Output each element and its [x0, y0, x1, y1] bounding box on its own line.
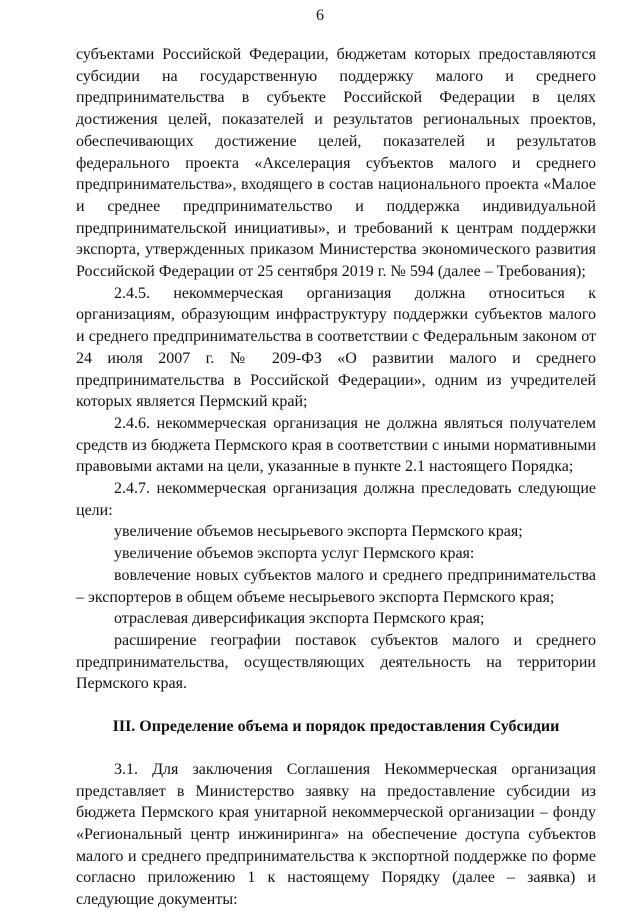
- document-body: [76, 44, 596, 911]
- paragraph-2-4-7: 2.4.7. некоммерческая организация должна преследовать следующие цели:: [76, 480, 596, 519]
- paragraph-requirements-continued: субъектами Российской Федерации, бюджетам которых предоставляются субсидии на государственную поддержку малого и среднего предпринимательства в субъекте Российской Федерации в целях достижения целей, показателей и результатов региональных проектов, обеспечивающих достижение целей, показателей и результатов федерального проекта «Акселерация субъектов малого и среднего предпринимательства», входящего в состав национального проекта «Малое и среднее предпринимательство и поддержка индивидуальной предпринимательской инициативы», и требований к центрам поддержки экспорта, утвержденных приказом Министерства экономического развития Российской Федерации от 25 сентября 2019 г. № 594 (далее – Требования);: [76, 46, 596, 281]
- goal-item: увеличение объемов несырьевого экспорта Пермского края;: [114, 523, 523, 541]
- paragraph-2-4-5: 2.4.5. некоммерческая организация должна относиться к организациям, образующим инфраструктуру поддержки субъектов малого и среднего предпринимательства в соответствии с Федеральным законом от 24 июля 2007 г. № 209-ФЗ «О развитии малого и среднего предпринимательства в Российской Федерации», одним из учредителей которых является Пермский край;: [76, 284, 596, 411]
- paragraph-2-4-6: 2.4.6. некоммерческая организация не должна являться получателем средств из бюджета Пермского края в соответствии с иными нормативными правовыми актами на цели, указанные в пункте 2.1 настоящего Порядка;: [76, 414, 596, 476]
- page-number: 6: [316, 7, 324, 24]
- goal-item: увеличение объемов экспорта услуг Пермского края:: [114, 545, 475, 563]
- goal-item: вовлечение новых субъектов малого и среднего предпринимательства – экспортеров в общем объеме несырьевого экспорта Пермского края;: [76, 566, 596, 606]
- goal-item: расширение географии поставок субъектов малого и среднего предпринимательства, осуществляющих деятельность на территории Пермского края.: [76, 631, 596, 693]
- paragraph-3-1: 3.1. Для заключения Соглашения Некоммерческая организация представляет в Министерство заявку на предоставление субсидии из бюджета Пермского края унитарной некоммерческой организации – фонду «Региональный центр инжиниринга» на обеспечение доступа субъектов малого и среднего предпринимательства к экспортной поддержке по форме согласно приложению 1 к настоящему Порядку (далее – заявка) и следующие документы:: [76, 760, 596, 909]
- section-heading: III. Определение объема и порядок предоставления Субсидии: [112, 718, 560, 736]
- goal-item: отраслевая диверсификация экспорта Пермского края;: [114, 610, 485, 628]
